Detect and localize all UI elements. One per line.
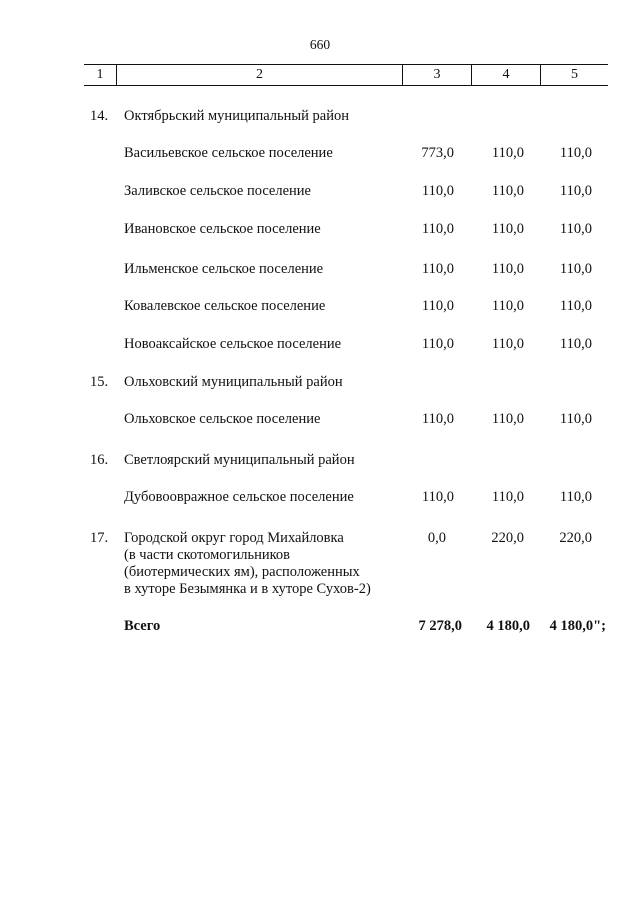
district-name: Светлоярский муниципальный район (124, 452, 355, 468)
value-col-5: 110,0 (559, 411, 592, 427)
value-col-5: 110,0 (559, 261, 592, 277)
settlement-name: Ковалевское сельское поселение (124, 298, 326, 314)
value-col-5: 110,0 (559, 336, 592, 352)
row-number: 17. (90, 530, 109, 546)
settlement-name: Новоаксайское сельское поселение (124, 336, 342, 352)
value-col-3: 110,0 (421, 411, 454, 427)
settlement-name: Ольховское сельское поселение (124, 411, 321, 427)
value-col-4: 110,0 (491, 298, 524, 314)
settlement-name: Дубовоовражное сельское поселение (124, 489, 354, 505)
value-col-3: 110,0 (421, 221, 454, 237)
value-col-3: 110,0 (421, 183, 454, 199)
value-col-4: 110,0 (491, 411, 524, 427)
total-col-3: 7 278,0 (418, 618, 462, 634)
label-line: Городской округ город Михайловка (124, 530, 344, 546)
label-line: в хуторе Безымянка и в хуторе Сухов-2) (124, 581, 371, 597)
value-col-3: 110,0 (421, 489, 454, 505)
value-col-3: 110,0 (421, 261, 454, 277)
label-line: (биотермических ям), расположенных (124, 564, 360, 580)
page-number: 660 (309, 37, 331, 52)
value-col-5: 220,0 (559, 530, 592, 546)
value-col-4: 110,0 (491, 221, 524, 237)
district-name: Октябрьский муниципальный район (124, 108, 349, 124)
value-col-3: 773,0 (421, 145, 454, 161)
value-col-3: 0,0 (427, 530, 446, 546)
value-col-5: 110,0 (559, 145, 592, 161)
row-number: 14. (90, 108, 109, 124)
total-col-5: 4 180,0"; (549, 618, 606, 634)
value-col-3: 110,0 (421, 336, 454, 352)
district-name: Ольховский муниципальный район (124, 374, 343, 390)
column-header-2: 2 (117, 65, 403, 86)
column-header-4: 4 (472, 65, 541, 86)
settlement-name: Ивановское сельское поселение (124, 221, 321, 237)
value-col-4: 110,0 (491, 336, 524, 352)
value-col-5: 110,0 (559, 298, 592, 314)
label-line: (в части скотомогильников (124, 547, 291, 563)
settlement-name: Васильевское сельское поселение (124, 145, 333, 161)
column-header-5: 5 (541, 65, 609, 86)
total-label: Всего (124, 618, 161, 634)
column-header-1: 1 (84, 65, 117, 86)
value-col-4: 220,0 (491, 530, 524, 546)
settlement-name: Ильменское сельское поселение (124, 261, 324, 277)
row-number: 15. (90, 374, 109, 390)
value-col-4: 110,0 (491, 183, 524, 199)
value-col-5: 110,0 (559, 489, 592, 505)
column-header-3: 3 (403, 65, 472, 86)
row-number: 16. (90, 452, 109, 468)
settlement-name: Заливское сельское поселение (124, 183, 311, 199)
total-col-4: 4 180,0 (486, 618, 530, 634)
value-col-4: 110,0 (491, 489, 524, 505)
value-col-4: 110,0 (491, 261, 524, 277)
column-header-row (84, 64, 608, 86)
value-col-5: 110,0 (559, 221, 592, 237)
value-col-3: 110,0 (421, 298, 454, 314)
value-col-5: 110,0 (559, 183, 592, 199)
value-col-4: 110,0 (491, 145, 524, 161)
